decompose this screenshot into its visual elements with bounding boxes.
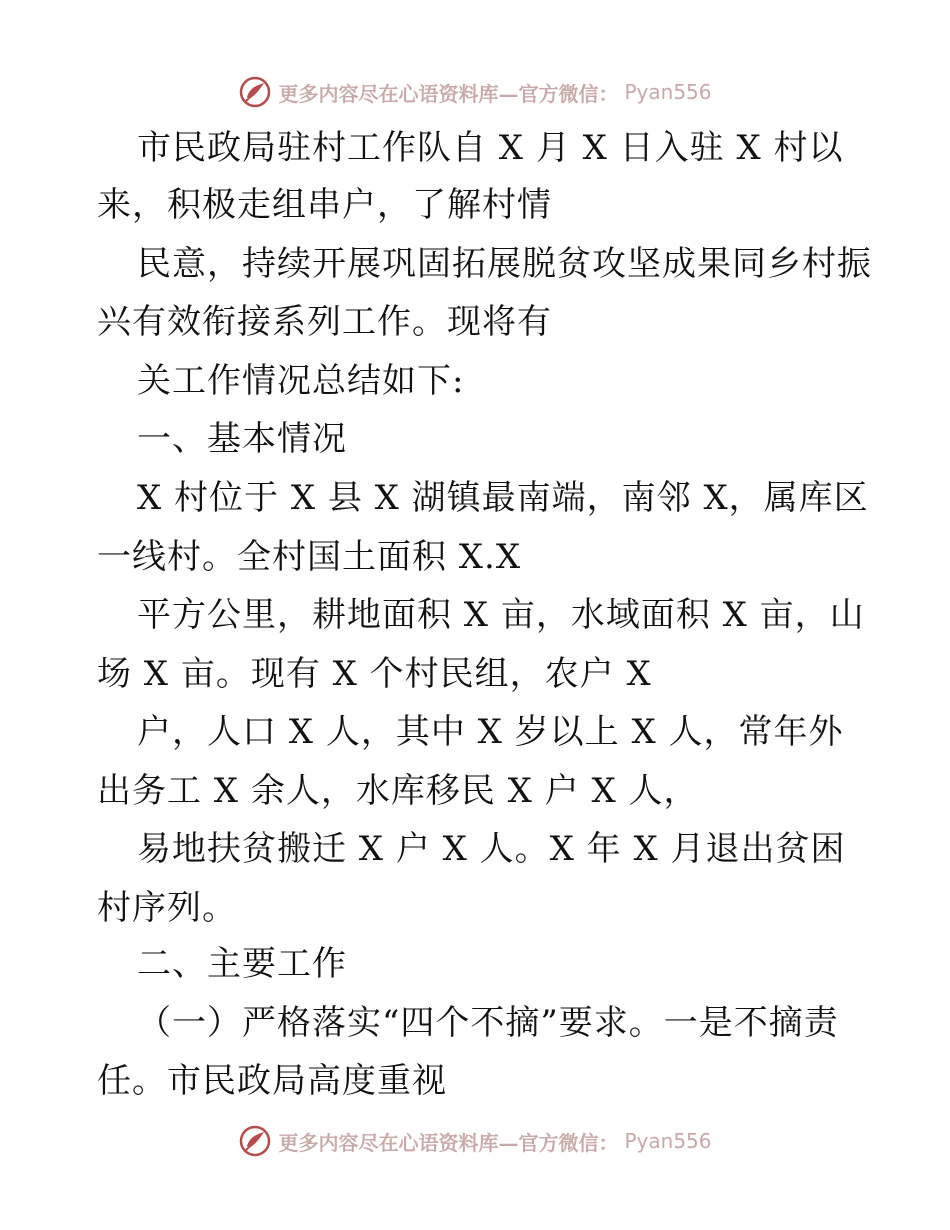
paragraph-line: 市民政局驻村工作队自 X 月 X 日入驻 X 村以 (137, 128, 844, 168)
section-heading: 一、基本情况 (137, 419, 347, 459)
paragraph-line: 关工作情况总结如下: (137, 361, 465, 401)
watermark-wechat-id: Pyan556 (624, 1129, 712, 1153)
watermark-text: 更多内容尽在心语资料库—官方微信： (278, 81, 619, 106)
watermark-text: 更多内容尽在心语资料库—官方微信： (278, 1130, 619, 1155)
paragraph-line: 平方公里，耕地面积 X 亩，水域面积 X 亩，山 (137, 595, 865, 635)
watermark-logo-icon (238, 1124, 272, 1158)
paragraph-line: 兴有效衔接系列工作。现将有 (97, 302, 552, 342)
paragraph-line: 村序列。 (97, 888, 237, 928)
paragraph-line: （一）严格落实“四个不摘”要求。一是不摘责 (137, 1003, 839, 1043)
paragraph-line: X 村位于 X 县 X 湖镇最南端，南邻 X，属库区 (137, 478, 869, 518)
footer-watermark (0, 1121, 950, 1161)
paragraph-line: 户，人口 X 人，其中 X 岁以上 X 人，常年外 (137, 712, 844, 752)
paragraph-line: 易地扶贫搬迁 X 户 X 人。X 年 X 月退出贫困 (137, 829, 846, 869)
paragraph-line: 一线村。全村国土面积 X.X (97, 537, 522, 577)
paragraph-line: 出务工 X 余人，水库移民 X 户 X 人， (97, 771, 699, 811)
paragraph-line: 场 X 亩。现有 X 个村民组，农户 X (97, 654, 652, 694)
paragraph-line: 来，积极走组串户，了解村情 (97, 185, 552, 225)
watermark-wechat-id: Pyan556 (624, 80, 712, 104)
section-heading: 二、主要工作 (137, 944, 347, 984)
paragraph-line: 任。市民政局高度重视 (97, 1061, 447, 1101)
paragraph-line: 民意，持续开展巩固拓展脱贫攻坚成果同乡村振 (137, 244, 872, 284)
